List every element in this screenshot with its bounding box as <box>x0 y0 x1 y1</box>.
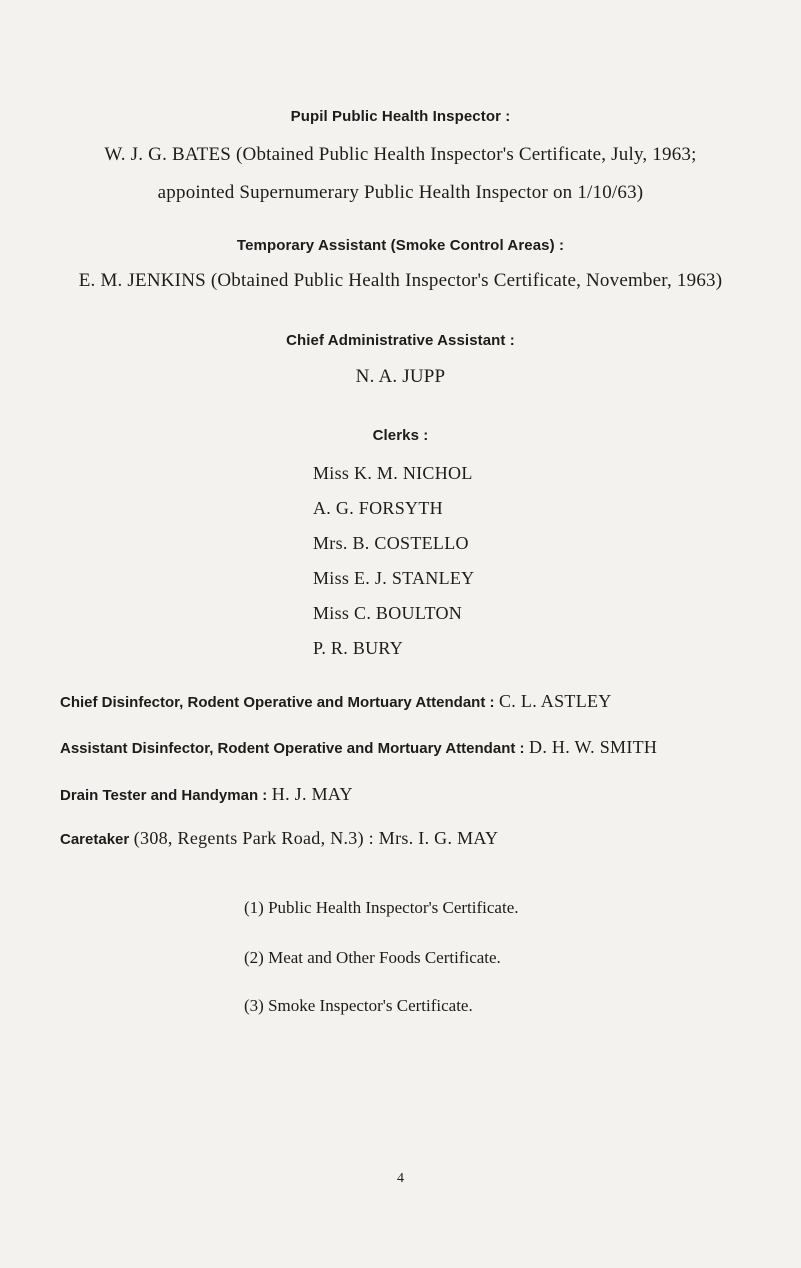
clerk-name: Miss K. M. NICHOL <box>313 463 473 483</box>
clerk-name: A. G. FORSYTH <box>313 498 443 518</box>
clerk-name: P. R. BURY <box>313 638 404 658</box>
clerk-name: Miss C. BOULTON <box>313 603 463 623</box>
page-number: 4 <box>397 1171 404 1186</box>
clerk-name: Mrs. B. COSTELLO <box>313 533 469 553</box>
footnote: (1) Public Health Inspector's Certificate. <box>244 898 519 917</box>
staff-role-row <box>60 690 612 714</box>
staff-role-row <box>60 827 498 851</box>
staff-role-value: C. L. ASTLEY <box>499 691 612 711</box>
clerks-heading: Clerks : <box>372 427 429 444</box>
footnote: (2) Meat and Other Foods Certificate. <box>244 948 501 967</box>
staff-role-label: Caretaker <box>60 831 130 848</box>
temporary-assistant-line-1: E. M. JENKINS (Obtained Public Health Inspector's Certificate, November, 1963) <box>78 270 723 291</box>
pupil-inspector-heading: Pupil Public Health Inspector : <box>290 108 511 125</box>
footnote: (3) Smoke Inspector's Certificate. <box>244 996 473 1015</box>
staff-role-label: Drain Tester and Handyman : <box>60 787 268 804</box>
staff-role-label: Chief Disinfector, Rodent Operative and Mortuary Attendant : <box>60 694 495 711</box>
staff-role-value: D. H. W. SMITH <box>529 737 658 757</box>
staff-role-row <box>60 783 353 807</box>
staff-role-row <box>60 736 657 760</box>
chief-admin-name: N. A. JUPP <box>355 366 446 387</box>
staff-role-value: (308, Regents Park Road, N.3) : Mrs. I. G. MAY <box>133 828 499 848</box>
staff-role-value: H. J. MAY <box>271 784 353 804</box>
pupil-inspector-line-2: appointed Supernumerary Public Health Inspector on 1/10/63) <box>157 182 644 203</box>
chief-admin-heading: Chief Administrative Assistant : <box>286 332 515 349</box>
pupil-inspector-line-1: W. J. G. BATES (Obtained Public Health Inspector's Certificate, July, 1963; <box>104 144 697 165</box>
clerk-name: Miss E. J. STANLEY <box>313 568 475 588</box>
temporary-assistant-heading: Temporary Assistant (Smoke Control Areas) : <box>236 237 565 254</box>
staff-role-label: Assistant Disinfector, Rodent Operative and Mortuary Attendant : <box>60 740 525 757</box>
